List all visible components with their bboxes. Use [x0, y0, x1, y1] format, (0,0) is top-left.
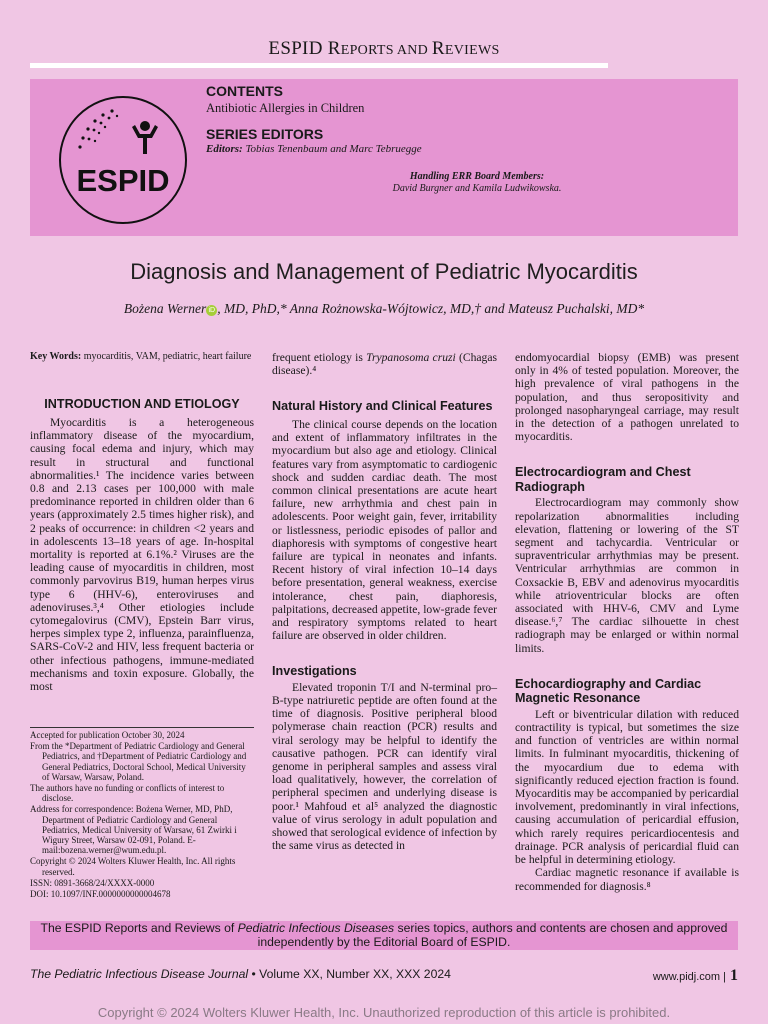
footnote-issn: ISSN: 0891-3668/24/XXXX-0000 — [30, 877, 155, 888]
footnote-copyright: Copyright © 2024 Wolters Kluwer Health, Inc. All rights reserved. — [30, 856, 236, 877]
col2-continuation — [272, 351, 497, 377]
natural-history-paragraph: The clinical course depends on the location and extent of inflammatory infiltrates in the myocardium but also age and etiology. Clinical features vary from asymptomatic to cardiogenic shock and sudden cardiac death. The most common clinical presentations are acute heart failure, new arrhythmia and chest pain in adolescents. Poor weight gain, fever, irritability or listlessness, periodic episodes of pallor and diaphoresis with symptoms of congestive heart failure are typical in neonates and infants. Recent history of viral infection 10–14 days before presentation, general weakness, exercise intolerance, chest pain, diaphoresis, palpitations, decreased appetite, low-grade fever and respiratory symptoms related to heart failure are observed in older children. — [272, 417, 497, 643]
ecg-paragraph: Electrocardiogram may commonly show repolarization abnormalities including elevation, flattening or lowering of the ST segment and tachycardia. Ventricular or supraventricular arrhythmias may be present. Ventricular arrhythmias are common in Coxsackie B, EBV and adenovirus myocarditis while atrioventricular blocks are often associated with HHV-6, CMV and Lyme disease.⁶,⁷ The cardiac silhouette in chest radiograph may be enlarged or within normal limits. — [515, 496, 739, 655]
author-1: Bożena Werner — [123, 301, 207, 316]
editors-line — [206, 143, 422, 155]
footer-site-link[interactable]: www.pidj.com — [652, 971, 721, 983]
footer-issue: • Volume XX, Number XX, XXX 2024 — [251, 967, 451, 981]
logo-text: ESPID — [76, 163, 170, 198]
contents-item[interactable]: Antibiotic Allergies in Children — [206, 101, 365, 115]
board-members — [352, 171, 602, 195]
authors-rest: , MD, PhD,* Anna Rożnowska-Wójtowicz, MD,† and Mateusz Puchalski, MD* — [217, 301, 645, 316]
banner-post: series topics, authors and contents are chosen and approved independently by the Editorial Board of ESPID. — [257, 921, 728, 949]
column-1 — [30, 351, 254, 693]
footnote-from: From the *Department of Pediatric Cardiology and General Pediatrics, and †Department of Pediatric Cardiology and General Pediatrics, Doctoral School, Medical University of Warsaw, Warsaw, Poland. — [30, 741, 247, 782]
page-number: 1 — [730, 967, 738, 984]
header-part-3: R — [431, 38, 445, 59]
banner-italic: Pediatric Infectious Diseases — [237, 921, 395, 935]
col3-continuation: endomyocardial biopsy (EMB) was present only in 4% of tested population. Moreover, the high prevalence of viral pathogens in the population, and thus seropositivity and prolonged nasopharyngeal carriage, may result in the detection of a pathogen unrelated to myocarditis. — [515, 351, 739, 444]
contents-text — [206, 83, 422, 155]
journal-header — [0, 38, 768, 60]
series-heading: SERIES EDITORS — [206, 126, 324, 142]
contents-box — [30, 79, 738, 236]
investigations-paragraph: Elevated troponin T/I and N-terminal pro–B-type natriuretic peptide are often found at the time of diagnosis. Positive peripheral blood polymerase chain reaction (PCR) results and viral serology may be helpful to identify the causative pathogen. PCR can identify viral genome in peripheral samples and assess viral load qualitatively, however, the correlation of peripheral specimen and underlying disease is poor.¹ Mahfoud et al⁵ analyzed the diagnostic value of virus serology in adult population and showed that serological evidence of infection by the same virus as detected in — [272, 680, 497, 853]
editors-names: Tobias Tenenbaum and Marc Tebruegge — [245, 143, 422, 155]
contents-heading: CONTENTS — [206, 83, 283, 99]
footer-separator: | — [723, 971, 726, 983]
section-heading-investigations: Investigations — [272, 664, 357, 679]
footer-journal-name: The Pediatric Infectious Disease Journal — [30, 967, 249, 981]
espid-logo-icon — [57, 94, 189, 226]
cont-post: (Chagas disease).⁴ — [272, 351, 498, 378]
footnotes — [30, 727, 254, 900]
header-part-1: ESPID R — [268, 38, 341, 59]
header-rule — [30, 63, 608, 68]
echo-paragraph-2: Cardiac magnetic resonance if available is recommended for diagnosis.⁸ — [515, 866, 739, 893]
orcid-icon[interactable]: iD — [206, 305, 217, 316]
article-authors — [0, 301, 768, 317]
board-names: David Burgner and Kamila Ludwikowska. — [392, 183, 562, 194]
section-heading-echo: Echocardiography and Cardiac Magnetic Resonance — [515, 676, 702, 706]
series-banner — [30, 921, 738, 950]
header-part-4: EVIEWS — [444, 43, 500, 58]
section-heading-intro: INTRODUCTION AND ETIOLOGY — [44, 397, 240, 411]
copyright-notice: Copyright © 2024 Wolters Kluwer Health, Inc. Unauthorized reproduction of this article is prohibited. — [97, 1005, 671, 1020]
footnote-accepted: Accepted for publication October 30, 2024 — [30, 730, 185, 740]
section-heading-natural-history: Natural History and Clinical Features — [272, 399, 493, 414]
footnote-address: Address for correspondence: Bożena Werner, MD, PhD, Department of Pediatric Cardiology and General Pediatrics, Medical University of Warsaw, 61 Zwirki i Wigury Street, Warsaw 02-091, Poland. E-mail:bozena.werner@wum.edu.pl. — [30, 804, 237, 856]
banner-pre: The ESPID Reports and Reviews of — [40, 921, 235, 935]
article-title: Diagnosis and Management of Pediatric Myocarditis — [130, 259, 638, 284]
key-words-text: myocarditis, VAM, pediatric, heart failure — [83, 351, 252, 362]
footnote-funding: The authors have no funding or conflicts of interest to disclose. — [30, 783, 225, 804]
intro-paragraph: Myocarditis is a heterogeneous inflammatory disease of the myocardium, causing focal edema and injury, which may result in structural and functional abnormalities.¹ The incidence varies between 0.8 and 2.13 cases per 100,000 with male predominance reported in children older than 6 years (approximately 2.5 times higher risk), and 2 peaks of occurrence: in children <2 years and in adolescents 13–18 years of age. In-hospital mortality is reported at 6.1%.² Viruses are the leading cause of myocarditis in children, most commonly parvovirus B19, human herpes virus type 6 (HHV-6), enteroviruses and adenoviruses.³,⁴ Other etiologies include cytomegalovirus (CMV), Epstein Barr virus, herpes simplex type 2, influenza, parainfluenza, SARS-CoV-2 and HIV, less frequent bacteria or other infectious pathogens, immune-mediated mechanisms and toxin exposure. Globally, the most — [30, 416, 254, 694]
footer-right — [653, 967, 738, 985]
echo-paragraph-1: Left or biventricular dilation with reduced contractility is typical, but sometimes the size and function of ventricles are within normal limits. In fulminant myocarditis, thickening of the myocardium due to edema with significantly reduced ejection fraction is found. Myocarditis may be accompanied by pericardial involvement, predominantly in viral infections, causing accumulation of pericardial effusion, which rarely requires pericardiocentesis and drainage. PCR analysis of pericardial fluid can be helpful in determining etiology. — [515, 707, 739, 867]
footer-journal — [30, 967, 451, 981]
section-heading-ecg: Electrocardiogram and Chest Radiograph — [515, 465, 691, 494]
cont-pre: frequent etiology is — [272, 351, 363, 364]
cont-italic: Trypanosoma cruzi — [366, 351, 456, 364]
column-3 — [515, 351, 739, 893]
key-words-label: Key Words: — [30, 351, 82, 362]
column-2 — [272, 351, 497, 853]
footnote-doi[interactable]: DOI: 10.1097/INF.0000000000004678 — [30, 889, 171, 900]
editors-label: Editors: — [206, 143, 243, 155]
header-part-2: EPORTS AND — [340, 43, 432, 58]
board-label: Handling ERR Board Members: — [409, 171, 545, 182]
key-words — [30, 351, 254, 363]
